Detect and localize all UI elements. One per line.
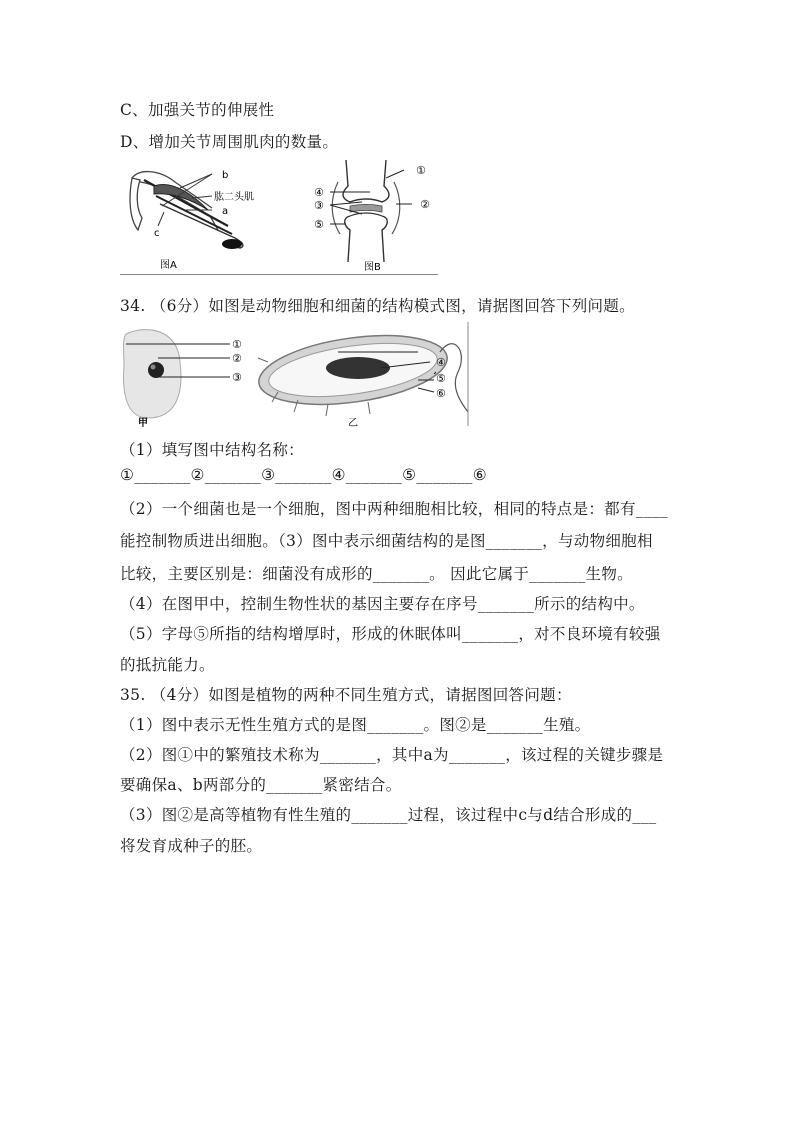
- q35-line-3: 要确保a、b两部分的_______紧密结合。: [120, 776, 402, 794]
- label-2: ②: [420, 198, 430, 211]
- label-c: c: [154, 228, 160, 239]
- option-d: D、增加关节周围肌肉的数量。: [120, 133, 339, 151]
- label-5: ⑤: [314, 218, 324, 231]
- caption-jia: 甲: [138, 418, 148, 429]
- q35-line-5: 将发育成种子的胚。: [120, 837, 263, 855]
- figure-cell-bacteria: [118, 322, 473, 430]
- label-2: ②: [232, 352, 242, 365]
- q34-line-7: （5）字母⑤所指的结构增厚时，形成的休眠体叫_______，对不良环境有较强: [120, 625, 661, 643]
- figure-a-arm-muscle: [120, 160, 290, 275]
- q35-line-4: （3）图②是高等植物有性生殖的_______过程，该过程中c与d结合形成的___: [120, 806, 657, 824]
- q34-line-2: ①_______②_______③_______④_______⑤_______⑥: [120, 466, 487, 484]
- option-c: C、加强关节的伸展性: [120, 101, 275, 119]
- figure-b-joint: [312, 158, 442, 276]
- q34-line-6: （4）在图甲中，控制生物性状的基因主要存在序号_______所示的结构中。: [120, 595, 645, 613]
- label-1: ①: [416, 164, 426, 177]
- caption-yi: 乙: [348, 418, 358, 429]
- label-4: ④: [314, 186, 324, 199]
- label-3: ③: [314, 199, 324, 212]
- figure-b-caption: 图B: [364, 262, 381, 273]
- q34-line-3: （2）一个细菌也是一个细胞，图中两种细胞相比较，相同的特点是：都有____: [120, 500, 668, 518]
- label-4: ④: [436, 356, 446, 369]
- q34-line-5: 比较，主要区别是：细菌没有成形的_______。 因此它属于_______生物。: [120, 565, 633, 583]
- q35-line-2: （2）图①中的繁殖技术称为_______，其中a为_______，该过程的关键步骤是: [120, 746, 664, 764]
- q34-line-1: （1）填写图中结构名称：: [120, 441, 304, 459]
- q35-title: 35. （4分）如图是植物的两种不同生殖方式，请据图回答问题：: [120, 686, 572, 704]
- nucleus-shape: [148, 362, 164, 378]
- q35-line-1: （1）图中表示无性生殖方式的是图_______。图②是_______生殖。: [120, 716, 591, 734]
- figure-a-caption: 图A: [160, 260, 177, 271]
- label-6: ⑥: [436, 387, 446, 400]
- label-5: ⑤: [436, 372, 446, 385]
- hand-shape: [222, 239, 242, 249]
- label-biceps: 肱二头肌: [214, 192, 254, 203]
- q34-line-8: 的抵抗能力。: [120, 656, 215, 674]
- label-3: ③: [232, 371, 242, 384]
- label-a: a: [222, 206, 229, 217]
- q34-line-4: 能控制物质进出细胞。（3）图中表示细菌结构的是图_______，与动物细胞相: [120, 532, 653, 550]
- label-1: ①: [232, 338, 242, 351]
- q34-title: 34. （6分）如图是动物细胞和细菌的结构模式图，请据图回答下列问题。: [120, 297, 635, 315]
- label-b: b: [222, 170, 229, 181]
- figure-divider: [120, 274, 438, 275]
